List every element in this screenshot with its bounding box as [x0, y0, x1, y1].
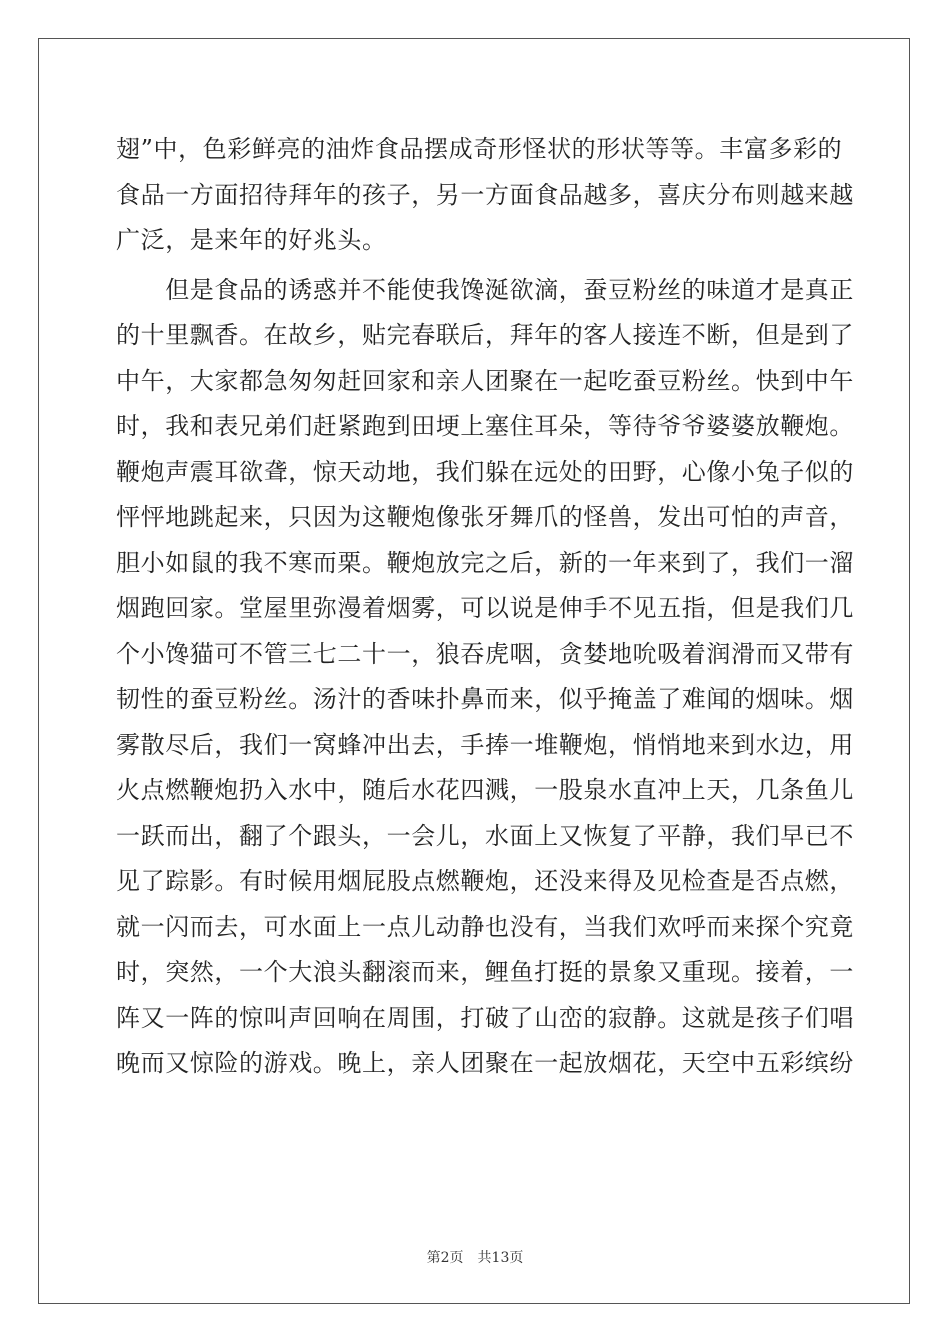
- text-line: 阵又一阵的惊叫声回响在周围，打破了山峦的寂静。这就是孩子们唱: [116, 1003, 854, 1032]
- text-line: 时，我和表兄弟们赶紧跑到田埂上塞住耳朵，等待爷爷婆婆放鞭炮。: [116, 412, 854, 440]
- text-line: 鞭炮声震耳欲聋，惊天动地，我们躲在远处的田野，心像小兔子似的: [116, 457, 854, 486]
- text-line: 烟跑回家。堂屋里弥漫着烟雾，可以说是伸手不见五指，但是我们几: [116, 594, 854, 622]
- text-line: 胆小如鼠的我不寒而栗。鞭炮放完之后，新的一年来到了，我们一溜: [116, 548, 854, 577]
- text-line: 个小馋猫可不管三七二十一，狼吞虎咽，贪婪地吮吸着润滑而又带有: [116, 639, 854, 668]
- text-line: 食品一方面招待拜年的孩子，另一方面食品越多，喜庆分布则越来越: [116, 180, 854, 209]
- text-line: 火点燃鞭炮扔入水中，随后水花四溅，一股泉水直冲上天，几条鱼儿: [116, 776, 854, 804]
- text-line: 一跃而出，翻了个跟头，一会儿，水面上又恢复了平静，我们早已不: [116, 821, 854, 850]
- text-line: 广泛，是来年的好兆头。: [116, 226, 387, 254]
- text-line: 中午，大家都急匆匆赶回家和亲人团聚在一起吃蚕豆粉丝。快到中午: [116, 366, 854, 395]
- text-line: 怦怦地跳起来，只因为这鞭炮像张牙舞爪的怪兽，发出可怕的声音，: [116, 503, 854, 531]
- text-line: 翅”中，色彩鲜亮的油炸食品摆成奇形怪状的形状等等。丰富多彩的: [116, 135, 843, 163]
- paragraph-2: [116, 268, 854, 1087]
- document-body: [116, 127, 854, 1087]
- page-number-footer: 第2页 共13页: [426, 1250, 524, 1266]
- text-line: 的十里飘香。在故乡，贴完春联后，拜年的客人接连不断，但是到了: [116, 321, 854, 349]
- text-line: 但是食品的诱惑并不能使我馋涎欲滴，蚕豆粉丝的味道才是真正: [116, 275, 854, 304]
- text-line: 韧性的蚕豆粉丝。汤汁的香味扑鼻而来，似乎掩盖了难闻的烟味。烟: [116, 685, 854, 713]
- text-line: 就一闪而去，可水面上一点儿动静也没有，当我们欢呼而来探个究竟: [116, 912, 854, 941]
- paragraph-1: [116, 127, 854, 264]
- text-line: 雾散尽后，我们一窝蜂冲出去，手捧一堆鞭炮，悄悄地来到水边，用: [116, 730, 854, 759]
- text-line: 时，突然，一个大浪头翻滚而来，鲤鱼打挺的景象又重现。接着，一: [116, 958, 854, 986]
- text-line: 晚而又惊险的游戏。晚上，亲人团聚在一起放烟花，天空中五彩缤纷: [116, 1049, 854, 1077]
- text-line: 见了踪影。有时候用烟屁股点燃鞭炮，还没来得及见检查是否点燃，: [116, 867, 854, 895]
